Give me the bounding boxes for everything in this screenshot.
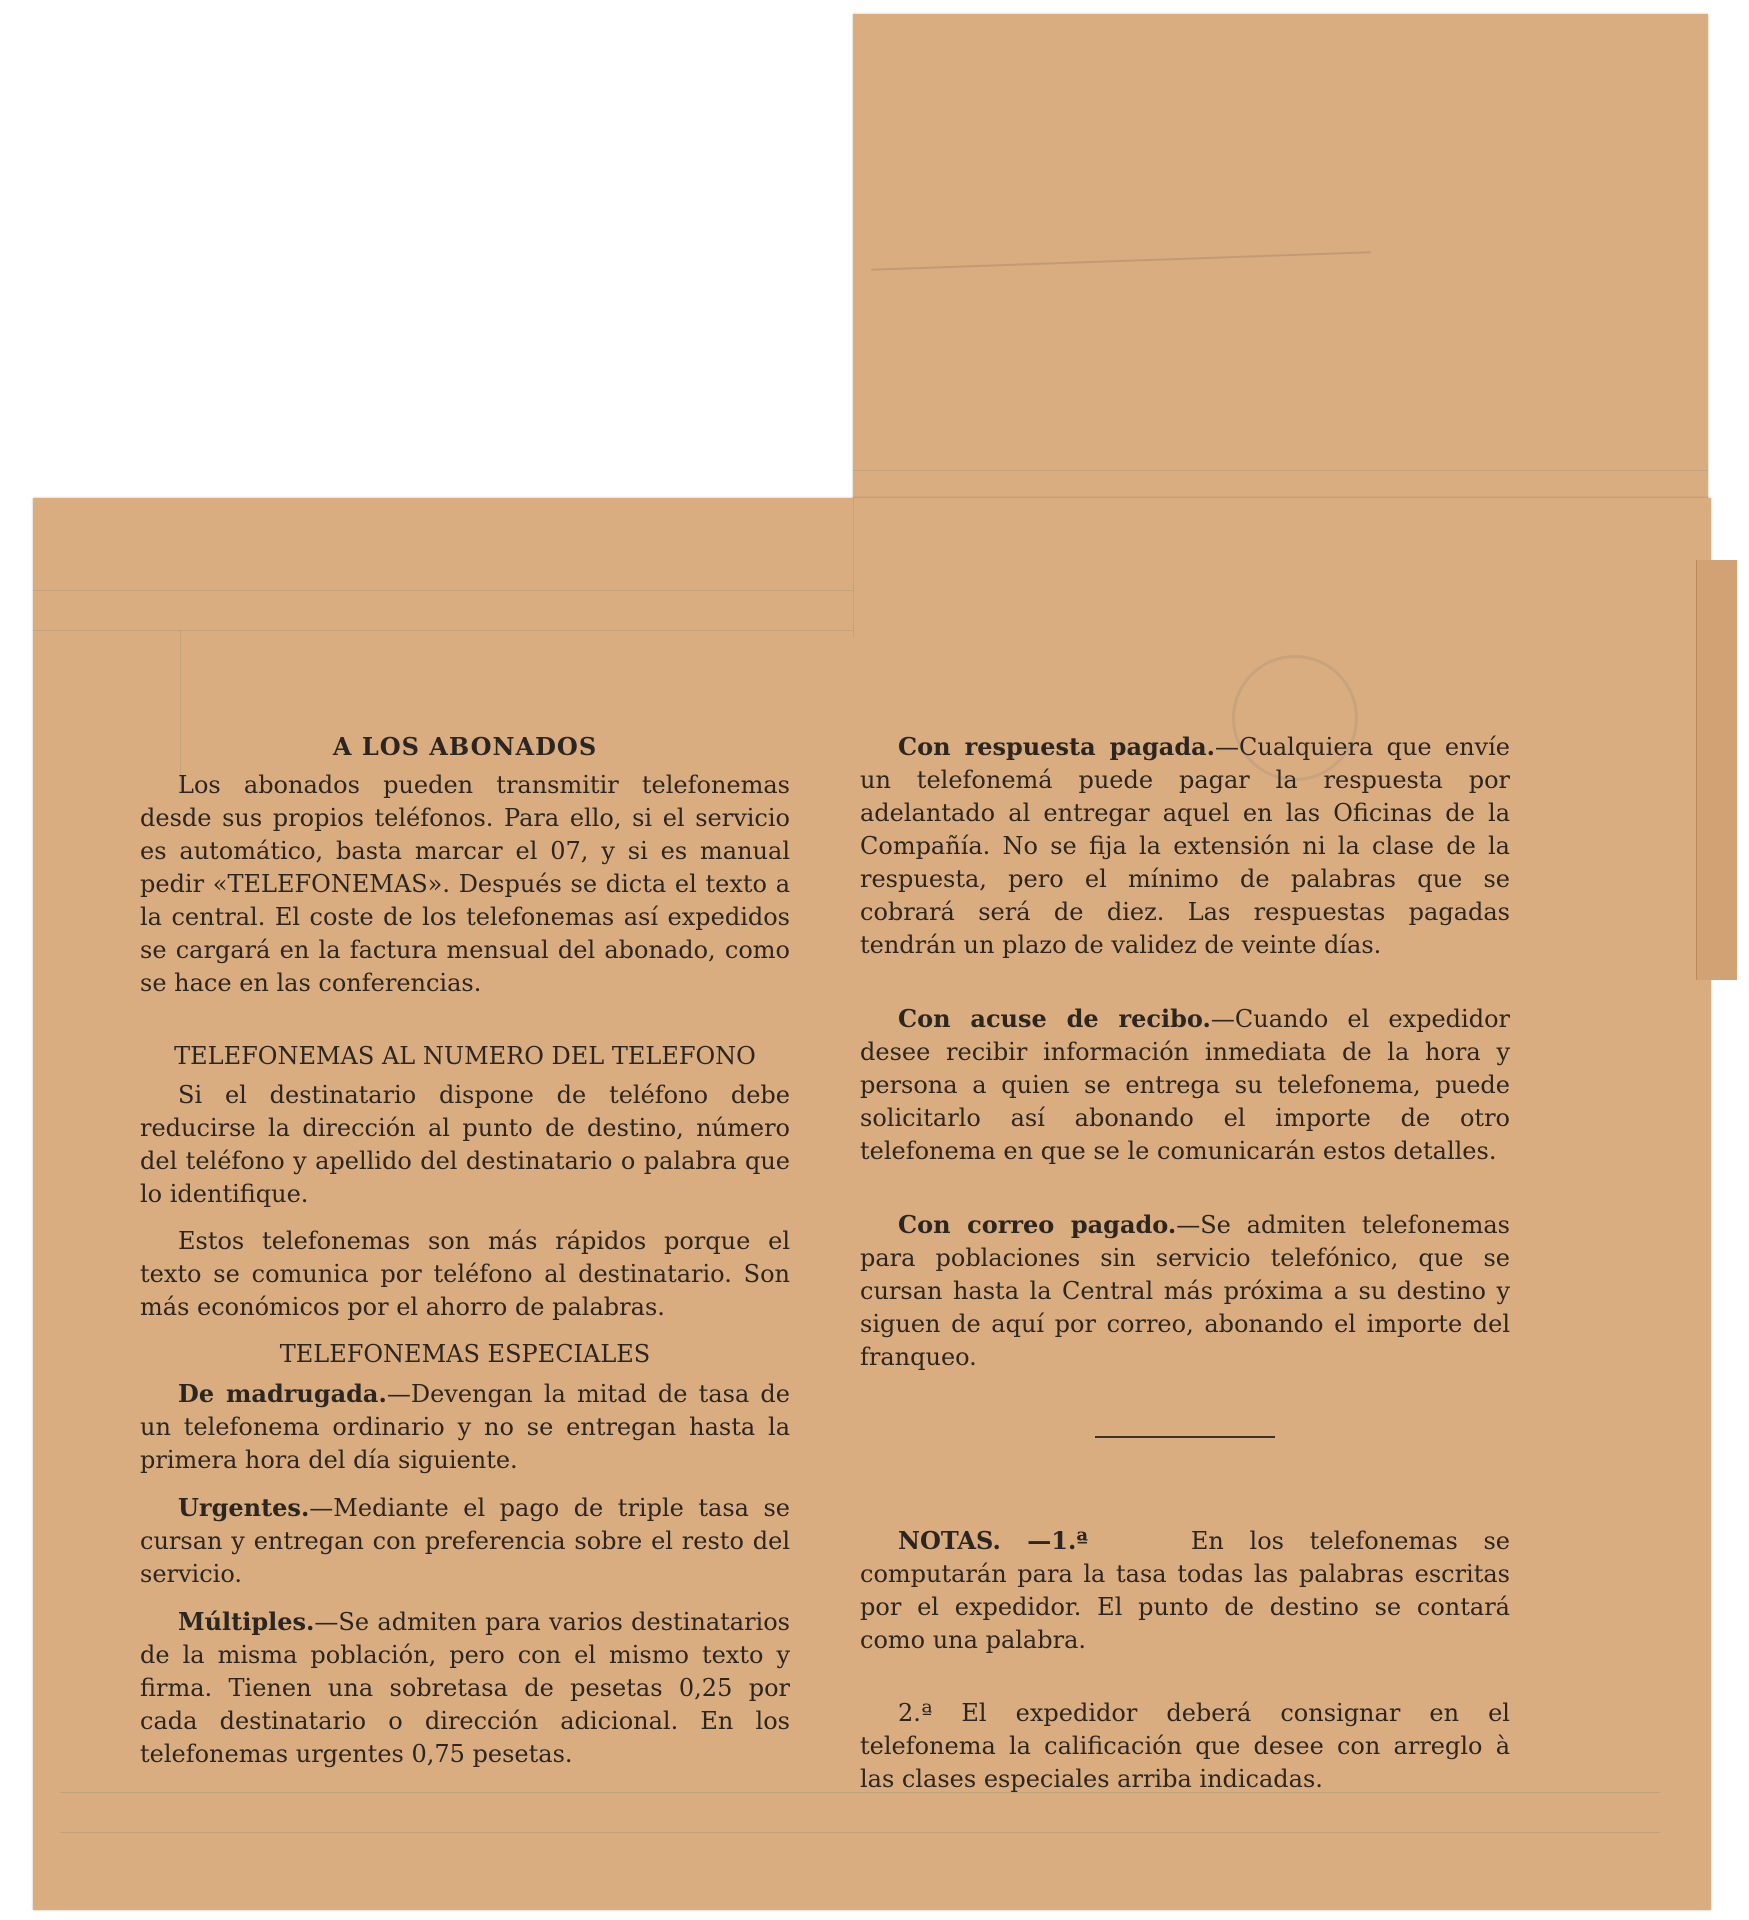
respuesta-text: —Cualquiera que envíe un telefonemá puede pagar la respuesta por adelantado al entregar aquel en las Oficinas de la Compañía. No se fija la extensión ni la clase de la respuesta, pero el mínimo de palabras que se cobrará será de diez. Las respuestas pagadas tendrán un plazo de validez de veinte días. xyxy=(860,733,1510,959)
paper-fold-strip xyxy=(1696,560,1737,980)
correo-paragraph xyxy=(860,1208,1510,1374)
nota-2-text: El expedidor deberá consignar en el telefonema la calificación que desee con arreglo à las clases especiales arriba indicadas. xyxy=(860,1699,1510,1793)
bleed-through-line xyxy=(33,590,853,591)
bleed-through-line xyxy=(33,630,853,631)
numero-telefono-paragraph-2: Estos telefonemas son más rápidos porque el texto se comunica por teléfono al destinatario. Son más económicos por el ahorro de palabras. xyxy=(140,1227,790,1321)
madrugada-paragraph xyxy=(140,1377,790,1477)
notas-label: NOTAS. —1.ª xyxy=(898,1526,1089,1555)
nota-1-text: En los telefonemas se computarán para la tasa todas las palabras escritas por el expedidor. El punto de destino se contará como una palabra. xyxy=(860,1527,1510,1654)
abonados-paragraph: Los abonados pueden transmitir telefonemas desde sus propios teléfonos. Para ello, si el servicio es automático, basta marcar el 07, y si es manual pedir «TELEFONEMAS». Después se dicta el texto a la central. El coste de los telefonemas así expedidos se cargará en la factura mensual del abonado, como se hace en las conferencias. xyxy=(140,771,790,997)
bleed-through-line xyxy=(60,1832,1660,1833)
correo-text: —Se admiten telefonemas para poblaciones sin servicio telefónico, que se cursan hasta la Central más próxima a su destino y siguen de aquí por correo, abonando el importe del franqueo. xyxy=(860,1211,1510,1371)
section-divider xyxy=(1095,1436,1275,1438)
bleed-through-line xyxy=(853,470,1708,471)
section-title-especiales: TELEFONEMAS ESPECIALES xyxy=(279,1340,651,1368)
nota-2-label: 2.ª xyxy=(898,1699,933,1727)
madrugada-text: —Devengan la mitad de tasa de un telefonema ordinario y no se entregan hasta la primera hora del día siguiente. xyxy=(140,1380,790,1474)
urgentes-text: —Mediante el pago de triple tasa se cursan y entregan con preferencia sobre el resto del servicio. xyxy=(140,1494,790,1588)
respuesta-label: Con respuesta pagada. xyxy=(898,732,1216,761)
correo-label: Con correo pagado. xyxy=(898,1210,1177,1239)
urgentes-label: Urgentes. xyxy=(178,1493,310,1522)
madrugada-label: De madrugada. xyxy=(178,1379,387,1408)
acuse-paragraph xyxy=(860,1002,1510,1168)
acuse-text: —Cuando el expedidor desee recibir información inmediata de la hora y persona a quien se entrega su telefonema, puede solicitarlo así abonando el importe de otro telefonema en que se le comunicarán estos detalles. xyxy=(860,1005,1510,1165)
left-column xyxy=(140,730,790,1771)
bleed-through-line xyxy=(853,498,854,638)
nota-2-paragraph xyxy=(860,1697,1510,1796)
section-title-numero-telefono: TELEFONEMAS AL NUMERO DEL TELEFONO xyxy=(174,1042,756,1070)
numero-telefono-paragraph-1: Si el destinatario dispone de teléfono debe reducirse la dirección al punto de destino, número del teléfono y apellido del destinatario o palabra que lo identifique. xyxy=(140,1081,790,1208)
respuesta-paragraph xyxy=(860,730,1510,962)
section-title-abonados: A LOS ABONADOS xyxy=(332,732,598,761)
multiples-label: Múltiples. xyxy=(178,1607,315,1636)
multiples-text: —Se admiten para varios destinatarios de la misma población, pero con el mismo texto y firma. Tienen una sobretasa de pesetas 0,25 por cada destinatario o dirección adicional. En los telefonemas urgentes 0,75 pesetas. xyxy=(140,1608,790,1768)
acuse-label: Con acuse de recibo. xyxy=(898,1004,1211,1033)
urgentes-paragraph xyxy=(140,1491,790,1591)
multiples-paragraph xyxy=(140,1605,790,1771)
right-column xyxy=(860,730,1510,1796)
nota-1-paragraph xyxy=(860,1524,1510,1657)
